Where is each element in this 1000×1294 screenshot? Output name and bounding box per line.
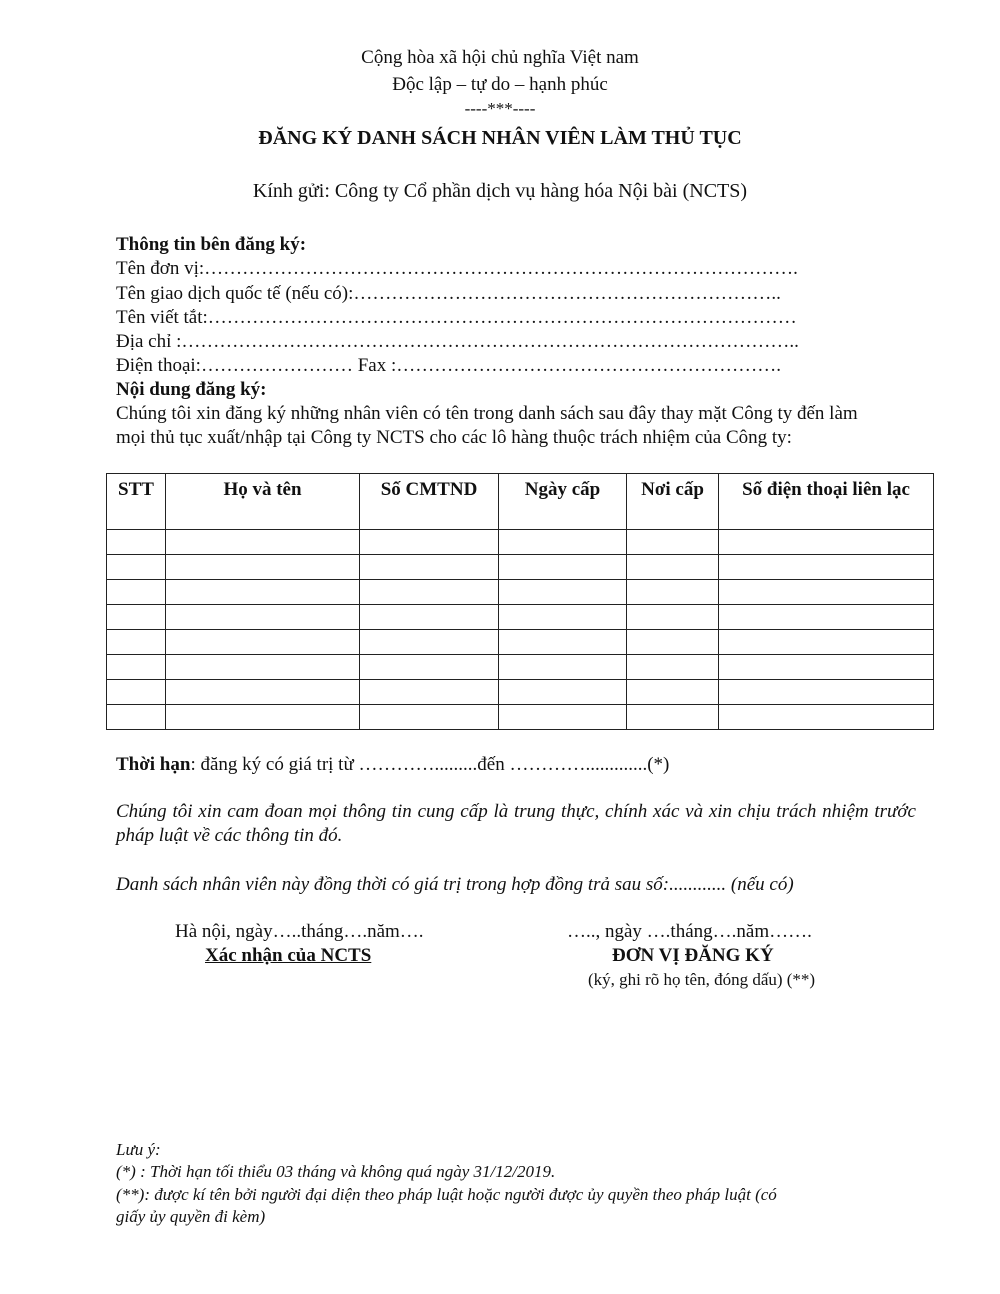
table-cell[interactable]	[360, 680, 499, 705]
column-header-issue-place: Nơi cấp	[627, 474, 719, 530]
column-header-phone: Số điện thoại liên lạc	[719, 474, 934, 530]
validity-label: Thời hạn	[116, 754, 191, 775]
contract-note: Danh sách nhân viên này đồng thời có giá trị trong hợp đồng trả sau số:............ (nếu có)	[116, 874, 794, 895]
table-row	[107, 630, 934, 655]
table-cell[interactable]	[627, 555, 719, 580]
column-header-id-number: Số CMTND	[360, 474, 499, 530]
table-cell[interactable]	[499, 680, 627, 705]
unit-name-field: Tên đơn vị:………………………………………………………………………………….	[116, 258, 798, 279]
table-cell[interactable]	[360, 530, 499, 555]
table-cell[interactable]	[166, 530, 360, 555]
table-cell[interactable]	[627, 580, 719, 605]
table-cell[interactable]	[719, 580, 934, 605]
table-cell[interactable]	[627, 630, 719, 655]
table-cell[interactable]	[719, 630, 934, 655]
national-title: Cộng hòa xã hội chủ nghĩa Việt nam	[361, 47, 639, 68]
table-cell[interactable]	[166, 680, 360, 705]
table-row	[107, 655, 934, 680]
table-cell[interactable]	[499, 580, 627, 605]
content-text-line2: mọi thủ tục xuất/nhập tại Công ty NCTS cho các lô hàng thuộc trách nhiệm của Công ty:	[116, 427, 792, 448]
column-header-issue-date: Ngày cấp	[499, 474, 627, 530]
validity-line	[116, 754, 669, 776]
table-cell[interactable]	[627, 605, 719, 630]
short-name-field: Tên viết tắt:…………………………………………………………………………………	[116, 307, 797, 328]
ncts-date-line: Hà nội, ngày…..tháng….năm….	[175, 921, 424, 942]
phone-fax-field: Điện thoại:…………………… Fax :…………………………………………………….	[116, 355, 781, 376]
table-cell[interactable]	[166, 555, 360, 580]
table-row	[107, 680, 934, 705]
table-cell[interactable]	[627, 530, 719, 555]
table-cell[interactable]	[719, 605, 934, 630]
table-cell[interactable]	[719, 655, 934, 680]
table-cell[interactable]	[360, 555, 499, 580]
note-2-line1: (**): được kí tên bởi người đại diện theo pháp luật hoặc người được ủy quyền theo pháp luật (có	[116, 1185, 777, 1204]
content-text-line1: Chúng tôi xin đăng ký những nhân viên có tên trong danh sách sau đây thay mặt Công ty đến làm	[116, 403, 858, 424]
table-cell[interactable]	[360, 655, 499, 680]
table-cell[interactable]	[360, 605, 499, 630]
table-cell[interactable]	[107, 705, 166, 730]
registrant-signature-title: ĐƠN VỊ ĐĂNG KÝ	[612, 945, 774, 966]
table-cell[interactable]	[107, 605, 166, 630]
table-cell[interactable]	[499, 555, 627, 580]
table-row	[107, 555, 934, 580]
table-cell[interactable]	[360, 630, 499, 655]
table-cell[interactable]	[360, 580, 499, 605]
validity-text: : đăng ký có giá trị từ ………….........đến ………….............(*)	[190, 754, 670, 775]
column-header-stt: STT	[107, 474, 166, 530]
table-cell[interactable]	[719, 555, 934, 580]
table-cell[interactable]	[719, 530, 934, 555]
table-row	[107, 580, 934, 605]
table-cell[interactable]	[499, 705, 627, 730]
table-cell[interactable]	[499, 655, 627, 680]
table-header-row	[107, 474, 934, 530]
document-title: ĐĂNG KÝ DANH SÁCH NHÂN VIÊN LÀM THỦ TỤC	[258, 127, 742, 149]
table-cell[interactable]	[499, 630, 627, 655]
table-row	[107, 605, 934, 630]
table-cell[interactable]	[719, 705, 934, 730]
commitment-paragraph: Chúng tôi xin cam đoan mọi thông tin cung cấp là trung thực, chính xác và xin chịu trách nhiệm trước pháp luật về các thông tin đó.	[116, 801, 916, 846]
registrant-signature-note: (ký, ghi rõ họ tên, đóng dấu) (**)	[588, 970, 816, 989]
table-cell[interactable]	[107, 630, 166, 655]
note-1: (*) : Thời hạn tối thiểu 03 tháng và không quá ngày 31/12/2019.	[116, 1162, 556, 1181]
registrant-date-line: ….., ngày ….tháng….năm…….	[567, 921, 812, 942]
table-cell[interactable]	[627, 655, 719, 680]
table-row	[107, 530, 934, 555]
notes-heading: Lưu ý:	[116, 1140, 161, 1159]
staff-registration-table	[106, 473, 934, 730]
table-cell[interactable]	[627, 680, 719, 705]
table-row	[107, 705, 934, 730]
ncts-confirmation-title: Xác nhận của NCTS	[205, 945, 372, 966]
table-cell[interactable]	[166, 655, 360, 680]
table-cell[interactable]	[719, 680, 934, 705]
table-cell[interactable]	[360, 705, 499, 730]
table-cell[interactable]	[107, 680, 166, 705]
table-cell[interactable]	[107, 580, 166, 605]
table-cell[interactable]	[166, 705, 360, 730]
address-field: Địa chỉ :……………………………………………………………………………………..	[116, 331, 799, 352]
table-cell[interactable]	[107, 555, 166, 580]
recipient-line: Kính gửi: Công ty Cổ phần dịch vụ hàng hóa Nội bài (NCTS)	[252, 180, 748, 202]
registrant-heading: Thông tin bên đăng ký:	[116, 234, 307, 255]
national-motto: Độc lập – tự do – hạnh phúc	[392, 74, 608, 95]
table-cell[interactable]	[166, 630, 360, 655]
table-cell[interactable]	[627, 705, 719, 730]
table-cell[interactable]	[499, 530, 627, 555]
table-cell[interactable]	[166, 605, 360, 630]
table-cell[interactable]	[499, 605, 627, 630]
table-cell[interactable]	[107, 530, 166, 555]
table-cell[interactable]	[107, 655, 166, 680]
table-cell[interactable]	[166, 580, 360, 605]
content-heading: Nội dung đăng ký:	[116, 379, 267, 400]
header-separator: ----***----	[464, 99, 536, 118]
intl-name-field: Tên giao dịch quốc tế (nếu có):…………………………………………………………..	[116, 283, 781, 304]
note-2-line2: giấy ủy quyền đi kèm)	[116, 1207, 266, 1226]
column-header-full-name: Họ và tên	[166, 474, 360, 530]
